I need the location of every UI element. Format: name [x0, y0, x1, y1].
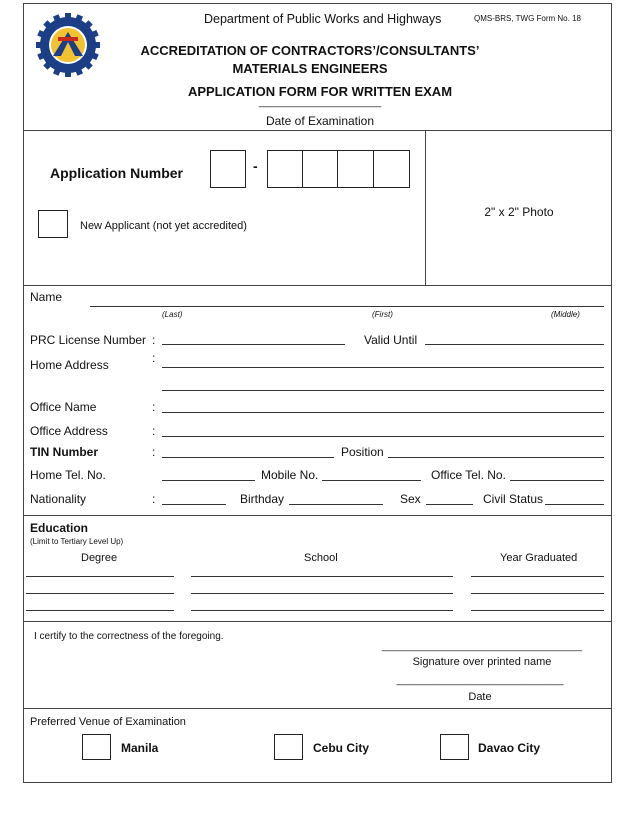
- divider: [23, 621, 612, 622]
- sex-input[interactable]: [426, 504, 473, 505]
- home-tel-label: Home Tel. No.: [30, 468, 106, 482]
- certification-statement: I certify to the correctness of the foregoing.: [34, 631, 224, 642]
- degree-input-2[interactable]: [26, 593, 174, 594]
- form-title-line1: ACCREDITATION OF CONTRACTORS’/CONSULTANTS’: [140, 43, 480, 58]
- venue-label-manila: Manila: [121, 741, 159, 755]
- year-input-1[interactable]: [471, 576, 604, 577]
- app-number-box-2[interactable]: [267, 150, 303, 188]
- education-note: (Limit to Tertiary Level Up): [30, 537, 124, 546]
- colon: :: [152, 445, 156, 459]
- education-heading: Education: [30, 521, 89, 535]
- home-address-label: Home Address: [30, 358, 109, 372]
- exam-date-label: Date of Examination: [265, 114, 375, 128]
- degree-input-1[interactable]: [26, 576, 174, 577]
- divider: [23, 130, 612, 131]
- app-number-box-3[interactable]: [302, 150, 338, 188]
- form-title-line2: MATERIALS ENGINEERS: [232, 61, 388, 76]
- position-label: Position: [341, 445, 384, 459]
- year-input-3[interactable]: [471, 610, 604, 611]
- colon: :: [152, 424, 156, 438]
- venue-checkbox-cebu[interactable]: [274, 734, 303, 760]
- department-name: Department of Public Works and Highways: [204, 12, 442, 26]
- divider: [23, 708, 612, 709]
- office-tel-input[interactable]: [510, 480, 604, 481]
- office-name-input[interactable]: [162, 412, 604, 413]
- app-number-box-5[interactable]: [373, 150, 410, 188]
- valid-until-label: Valid Until: [364, 333, 418, 347]
- year-graduated-column-header: Year Graduated: [500, 552, 578, 564]
- degree-input-3[interactable]: [26, 610, 174, 611]
- new-applicant-label: New Applicant (not yet accredited): [80, 220, 247, 232]
- school-input-1[interactable]: [191, 576, 453, 577]
- civil-status-label: Civil Status: [483, 492, 544, 506]
- nationality-label: Nationality: [30, 492, 87, 506]
- name-label: Name: [30, 290, 63, 304]
- app-number-dash: -: [253, 158, 258, 174]
- venue-checkbox-manila[interactable]: [82, 734, 111, 760]
- office-name-label: Office Name: [30, 400, 97, 414]
- sex-label: Sex: [400, 492, 421, 506]
- cert-date-blank[interactable]: ______________________________: [396, 675, 564, 686]
- mobile-input[interactable]: [322, 480, 421, 481]
- signature-label: Signature over printed name: [412, 656, 552, 668]
- venue-label-cebu: Cebu City: [313, 741, 370, 755]
- form-subtitle: APPLICATION FORM FOR WRITTEN EXAM: [187, 84, 453, 99]
- nationality-input[interactable]: [162, 504, 226, 505]
- exam-date-blank[interactable]: ______________________: [258, 97, 382, 108]
- prc-license-label: PRC License Number: [30, 333, 147, 347]
- office-tel-label: Office Tel. No.: [431, 468, 506, 482]
- form-code: QMS-BRS, TWG Form No. 18: [474, 14, 581, 23]
- valid-until-input[interactable]: [425, 344, 604, 345]
- venue-checkbox-davao[interactable]: [440, 734, 469, 760]
- first-name-hint: (First): [372, 310, 393, 319]
- home-address-input-2[interactable]: [162, 390, 604, 391]
- office-address-input[interactable]: [162, 436, 604, 437]
- home-tel-input[interactable]: [162, 480, 255, 481]
- year-input-2[interactable]: [471, 593, 604, 594]
- divider: [23, 515, 612, 516]
- name-input-line[interactable]: [90, 306, 604, 307]
- colon: :: [152, 492, 156, 506]
- tin-number-input[interactable]: [162, 457, 334, 458]
- application-number-label: Application Number: [50, 165, 184, 181]
- new-applicant-checkbox[interactable]: [38, 210, 68, 238]
- tin-number-label: TIN Number: [30, 445, 99, 459]
- photo-placeholder: 2" x 2" Photo: [484, 205, 554, 219]
- middle-name-hint: (Middle): [551, 310, 580, 319]
- app-number-box-4[interactable]: [337, 150, 374, 188]
- office-address-label: Office Address: [30, 424, 108, 438]
- last-name-hint: (Last): [162, 310, 183, 319]
- divider: [23, 285, 612, 286]
- prc-license-input[interactable]: [162, 344, 345, 345]
- birthday-input[interactable]: [289, 504, 383, 505]
- mobile-label: Mobile No.: [261, 468, 319, 482]
- colon: :: [152, 351, 156, 365]
- app-number-box-1[interactable]: [210, 150, 246, 188]
- civil-status-input[interactable]: [545, 504, 604, 505]
- birthday-label: Birthday: [240, 492, 285, 506]
- colon: :: [152, 333, 156, 347]
- home-address-input-1[interactable]: [162, 367, 604, 368]
- degree-column-header: Degree: [81, 552, 118, 564]
- colon: :: [152, 400, 156, 414]
- cert-date-label: Date: [468, 691, 492, 703]
- signature-blank[interactable]: ____________________________________: [381, 641, 583, 652]
- school-input-3[interactable]: [191, 610, 453, 611]
- school-column-header: School: [304, 552, 338, 564]
- venue-heading: Preferred Venue of Examination: [30, 716, 186, 728]
- school-input-2[interactable]: [191, 593, 453, 594]
- position-input[interactable]: [388, 457, 604, 458]
- venue-label-davao: Davao City: [478, 741, 541, 755]
